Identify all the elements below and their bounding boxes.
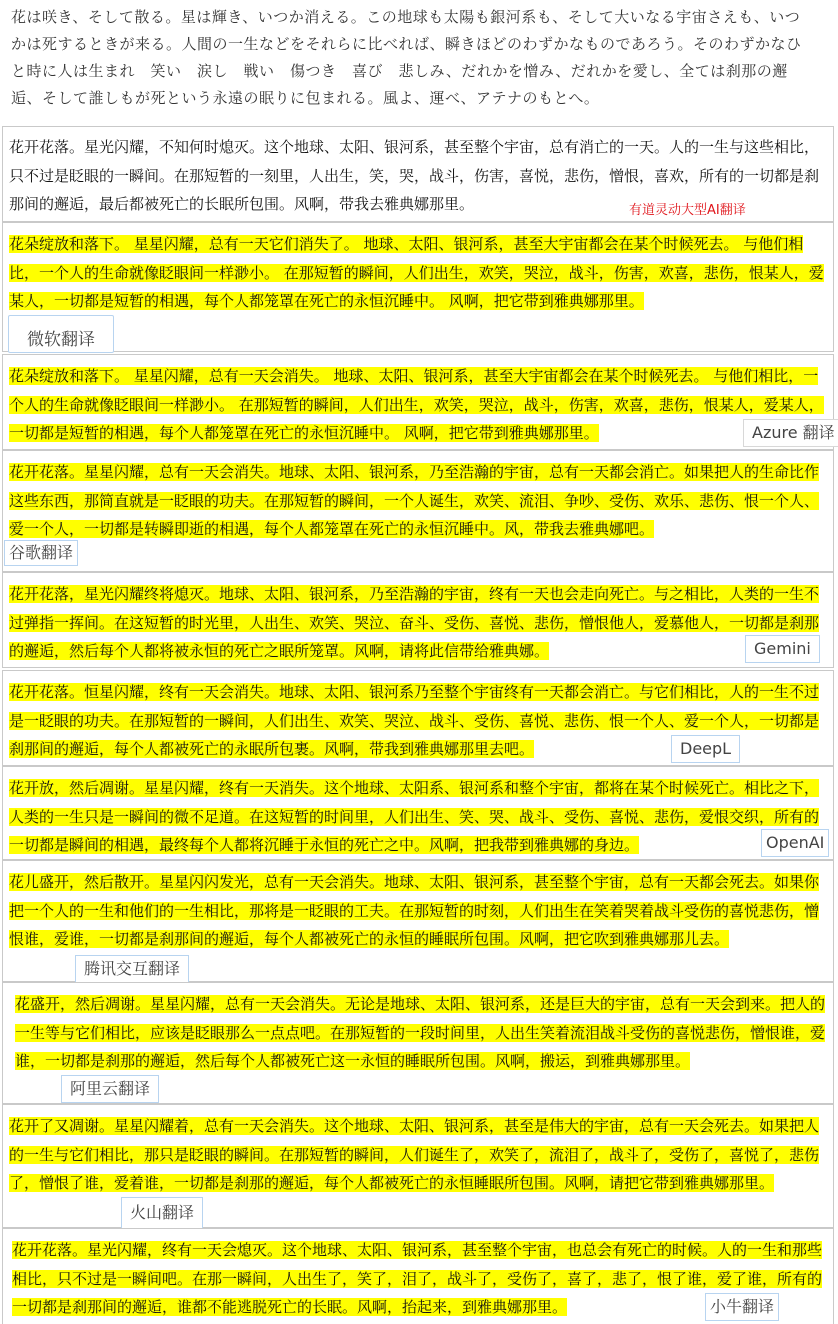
source-line: かは死するときが来る。人間の一生などをそれらに比べれば、瞬きほどのわずかなものであろう。そのわずかなひ: [11, 35, 802, 53]
translation-aliyun: [2, 982, 834, 1104]
engine-label: 火山翻译: [121, 1197, 203, 1229]
translation-youdao: [2, 126, 834, 222]
engine-label: Azure 翻译: [743, 419, 838, 447]
source-line: 逅、そして誰しもが死という永遠の眠りに包まれる。風よ、運べ、アテナのもとへ。: [11, 89, 600, 107]
translation-text: 花盛开，然后凋谢。星星闪耀，总有一天会消失。无论是地球、太阳、银河系，还是巨大的宇宙，总有一天会到来。把人的一生等与它们相比，应该是眨眼那么一点点吧。在那短暂的一段时间里，人出生笑着流泪战斗受伤的喜悦悲伤，憎恨谁，爱谁，一切都是刹那的邂逅，然后每个人都被死亡这一永恒的睡眠所包围。风啊，搬运，到雅典娜那里。: [15, 995, 826, 1070]
engine-label: 小牛翻译: [705, 1293, 779, 1321]
translation-tencent: [2, 860, 834, 982]
translation-deepl: [2, 670, 834, 766]
translation-niutrans: [2, 1228, 834, 1324]
translation-text: 花开了又凋谢。星星闪耀着，总有一天会消失。这个地球、太阳、银河系，甚至是伟大的宇宙，总有一天会死去。如果把人的一生与它们相比，那只是眨眼的瞬间。在那短暂的瞬间，人们诞生了，欢笑了，流泪了，战斗了，受伤了，喜悦了，悲伤了，憎恨了谁，爱着谁，一切都是刹那的邂逅，每个人都被死亡的永恒睡眠所包围。风啊，请把它带到雅典娜那里。: [9, 1117, 820, 1192]
translation-azure: [2, 354, 834, 450]
translation-openai: [2, 766, 834, 860]
translation-text: 花朵绽放和落下。 星星闪耀，总有一天会消失。 地球、太阳、银河系，甚至大宇宙都会在某个时候死去。 与他们相比，一个人的生命就像眨眼间一样渺小。 在那短暂的瞬间，人们出生，欢笑，哭泣，战斗，伤害，欢喜，悲伤，恨某人，爱某人，一切都是短暂的相遇，每个人都笼罩在死亡的永恒沉睡中。 风啊，把它带到雅典娜那里。: [9, 367, 824, 442]
translation-text: 花开花落。星光闪耀，不知何时熄灭。这个地球、太阳、银河系，甚至整个宇宙，总有消亡的一天。人的一生与这些相比，只不过是眨眼的一瞬间。在那短暂的一刻里，人出生，笑，哭，战斗，伤害，喜悦，悲伤，憎恨，喜欢，所有的一切都是刹那间的邂逅，最后都被死亡的长眠所包围。风啊，带我去雅典娜那里。: [9, 138, 820, 213]
translation-text: 花开花落，星光闪耀终将熄灭。地球、太阳、银河系，乃至浩瀚的宇宙，终有一天也会走向死亡。与之相比，人类的一生不过弹指一挥间。在这短暂的时光里，人出生、欢笑、哭泣、奋斗、受伤、喜悦、悲伤，憎恨他人，爱慕他人，一切都是刹那的邂逅，然后每个人都将被永恒的死亡之眠所笼罩。风啊，请将此信带给雅典娜。: [9, 585, 820, 660]
source-line: と時に人は生まれ 笑い 涙し 戦い 傷つき 喜び 悲しみ、だれかを憎み、だれかを愛し、全ては刹那の邂: [11, 62, 788, 80]
translation-text: 花开花落。恒星闪耀，终有一天会消失。地球、太阳、银河系乃至整个宇宙终有一天都会消亡。与它们相比，人的一生不过是一眨眼的功夫。在那短暂的一瞬间，人们出生、欢笑、哭泣、战斗、受伤、喜悦、悲伤、恨一个人、爱一个人，一切都是刹那间的邂逅，每个人都被死亡的永眠所包裹。风啊，带我到雅典娜那里去吧。: [9, 683, 820, 758]
translation-gemini: [2, 572, 834, 668]
source-line: 花は咲き、そして散る。星は輝き、いつか消える。この地球も太陽も銀河系も、そして大いなる宇宙さえも、いつ: [11, 8, 801, 26]
engine-label: 腾讯交互翻译: [75, 955, 189, 983]
engine-label: DeepL: [671, 735, 740, 763]
translation-text: 花开花落。星光闪耀，终有一天会熄灭。这个地球、太阳、银河系，甚至整个宇宙，也总会有死亡的时候。人的一生和那些相比，只不过是一瞬间吧。在那一瞬间，人出生了，笑了，泪了，战斗了，受伤了，喜了，悲了，恨了谁，爱了谁，所有的一切都是刹那间的邂逅，谁都不能逃脱死亡的长眠。风啊，抬起来，到雅典娜那里。: [12, 1241, 823, 1316]
engine-label: 微软翻译: [8, 315, 114, 353]
engine-label: OpenAI: [761, 829, 829, 857]
translation-google: [2, 450, 834, 572]
translation-text: 花开花落。星星闪耀，总有一天会消失。地球、太阳、银河系，乃至浩瀚的宇宙，总有一天都会消亡。如果把人的生命比作这些东西，那简直就是一眨眼的功夫。在那短暂的瞬间，一个人诞生，欢笑、流泪、争吵、受伤、欢乐、悲伤、恨一个人、爱一个人，一切都是转瞬即逝的相遇，每个人都笼罩在死亡的永恒沉睡中。风，带我去雅典娜吧。: [9, 463, 820, 538]
engine-label: 有道灵动大型AI翻译: [629, 203, 746, 218]
translation-microsoft: [2, 222, 834, 352]
engine-label: 阿里云翻译: [61, 1075, 159, 1103]
source-paragraph: [0, 0, 838, 124]
translation-volcano: [2, 1104, 834, 1228]
translation-text: 花儿盛开，然后散开。星星闪闪发光，总有一天会消失。地球、太阳、银河系，甚至整个宇宙，总有一天都会死去。如果你把一个人的一生和他们的一生相比，那将是一眨眼的工夫。在那短暂的时刻，人们出生在笑着哭着战斗受伤的喜悦悲伤，憎恨谁，爱谁，一切都是刹那间的邂逅，每个人都被死亡的永恒的睡眠所包围。风啊，把它吹到雅典娜那儿去。: [9, 873, 820, 948]
engine-label: Gemini: [745, 635, 820, 663]
translation-text: 花朵绽放和落下。 星星闪耀，总有一天它们消失了。 地球、太阳、银河系，甚至大宇宙都会在某个时候死去。 与他们相比，一个人的生命就像眨眼间一样渺小。 在那短暂的瞬间，人们出生，欢笑，哭泣，战斗，伤害，欢喜，悲伤，恨某人，爱某人，一切都是短暂的相遇，每个人都笼罩在死亡的永恒沉睡中。 风啊，把它带到雅典娜那里。: [9, 235, 824, 310]
engine-label: 谷歌翻译: [4, 540, 78, 566]
translation-text: 花开放，然后凋谢。星星闪耀，终有一天消失。这个地球、太阳系、银河系和整个宇宙，都将在某个时候死亡。相比之下，人类的一生只是一瞬间的微不足道。在这短暂的时间里，人们出生、笑、哭、战斗、受伤、喜悦、悲伤，爱恨交织，所有的一切都是瞬间的相遇，最终每个人都将沉睡于永恒的死亡之中。风啊，把我带到雅典娜的身边。: [9, 779, 820, 854]
